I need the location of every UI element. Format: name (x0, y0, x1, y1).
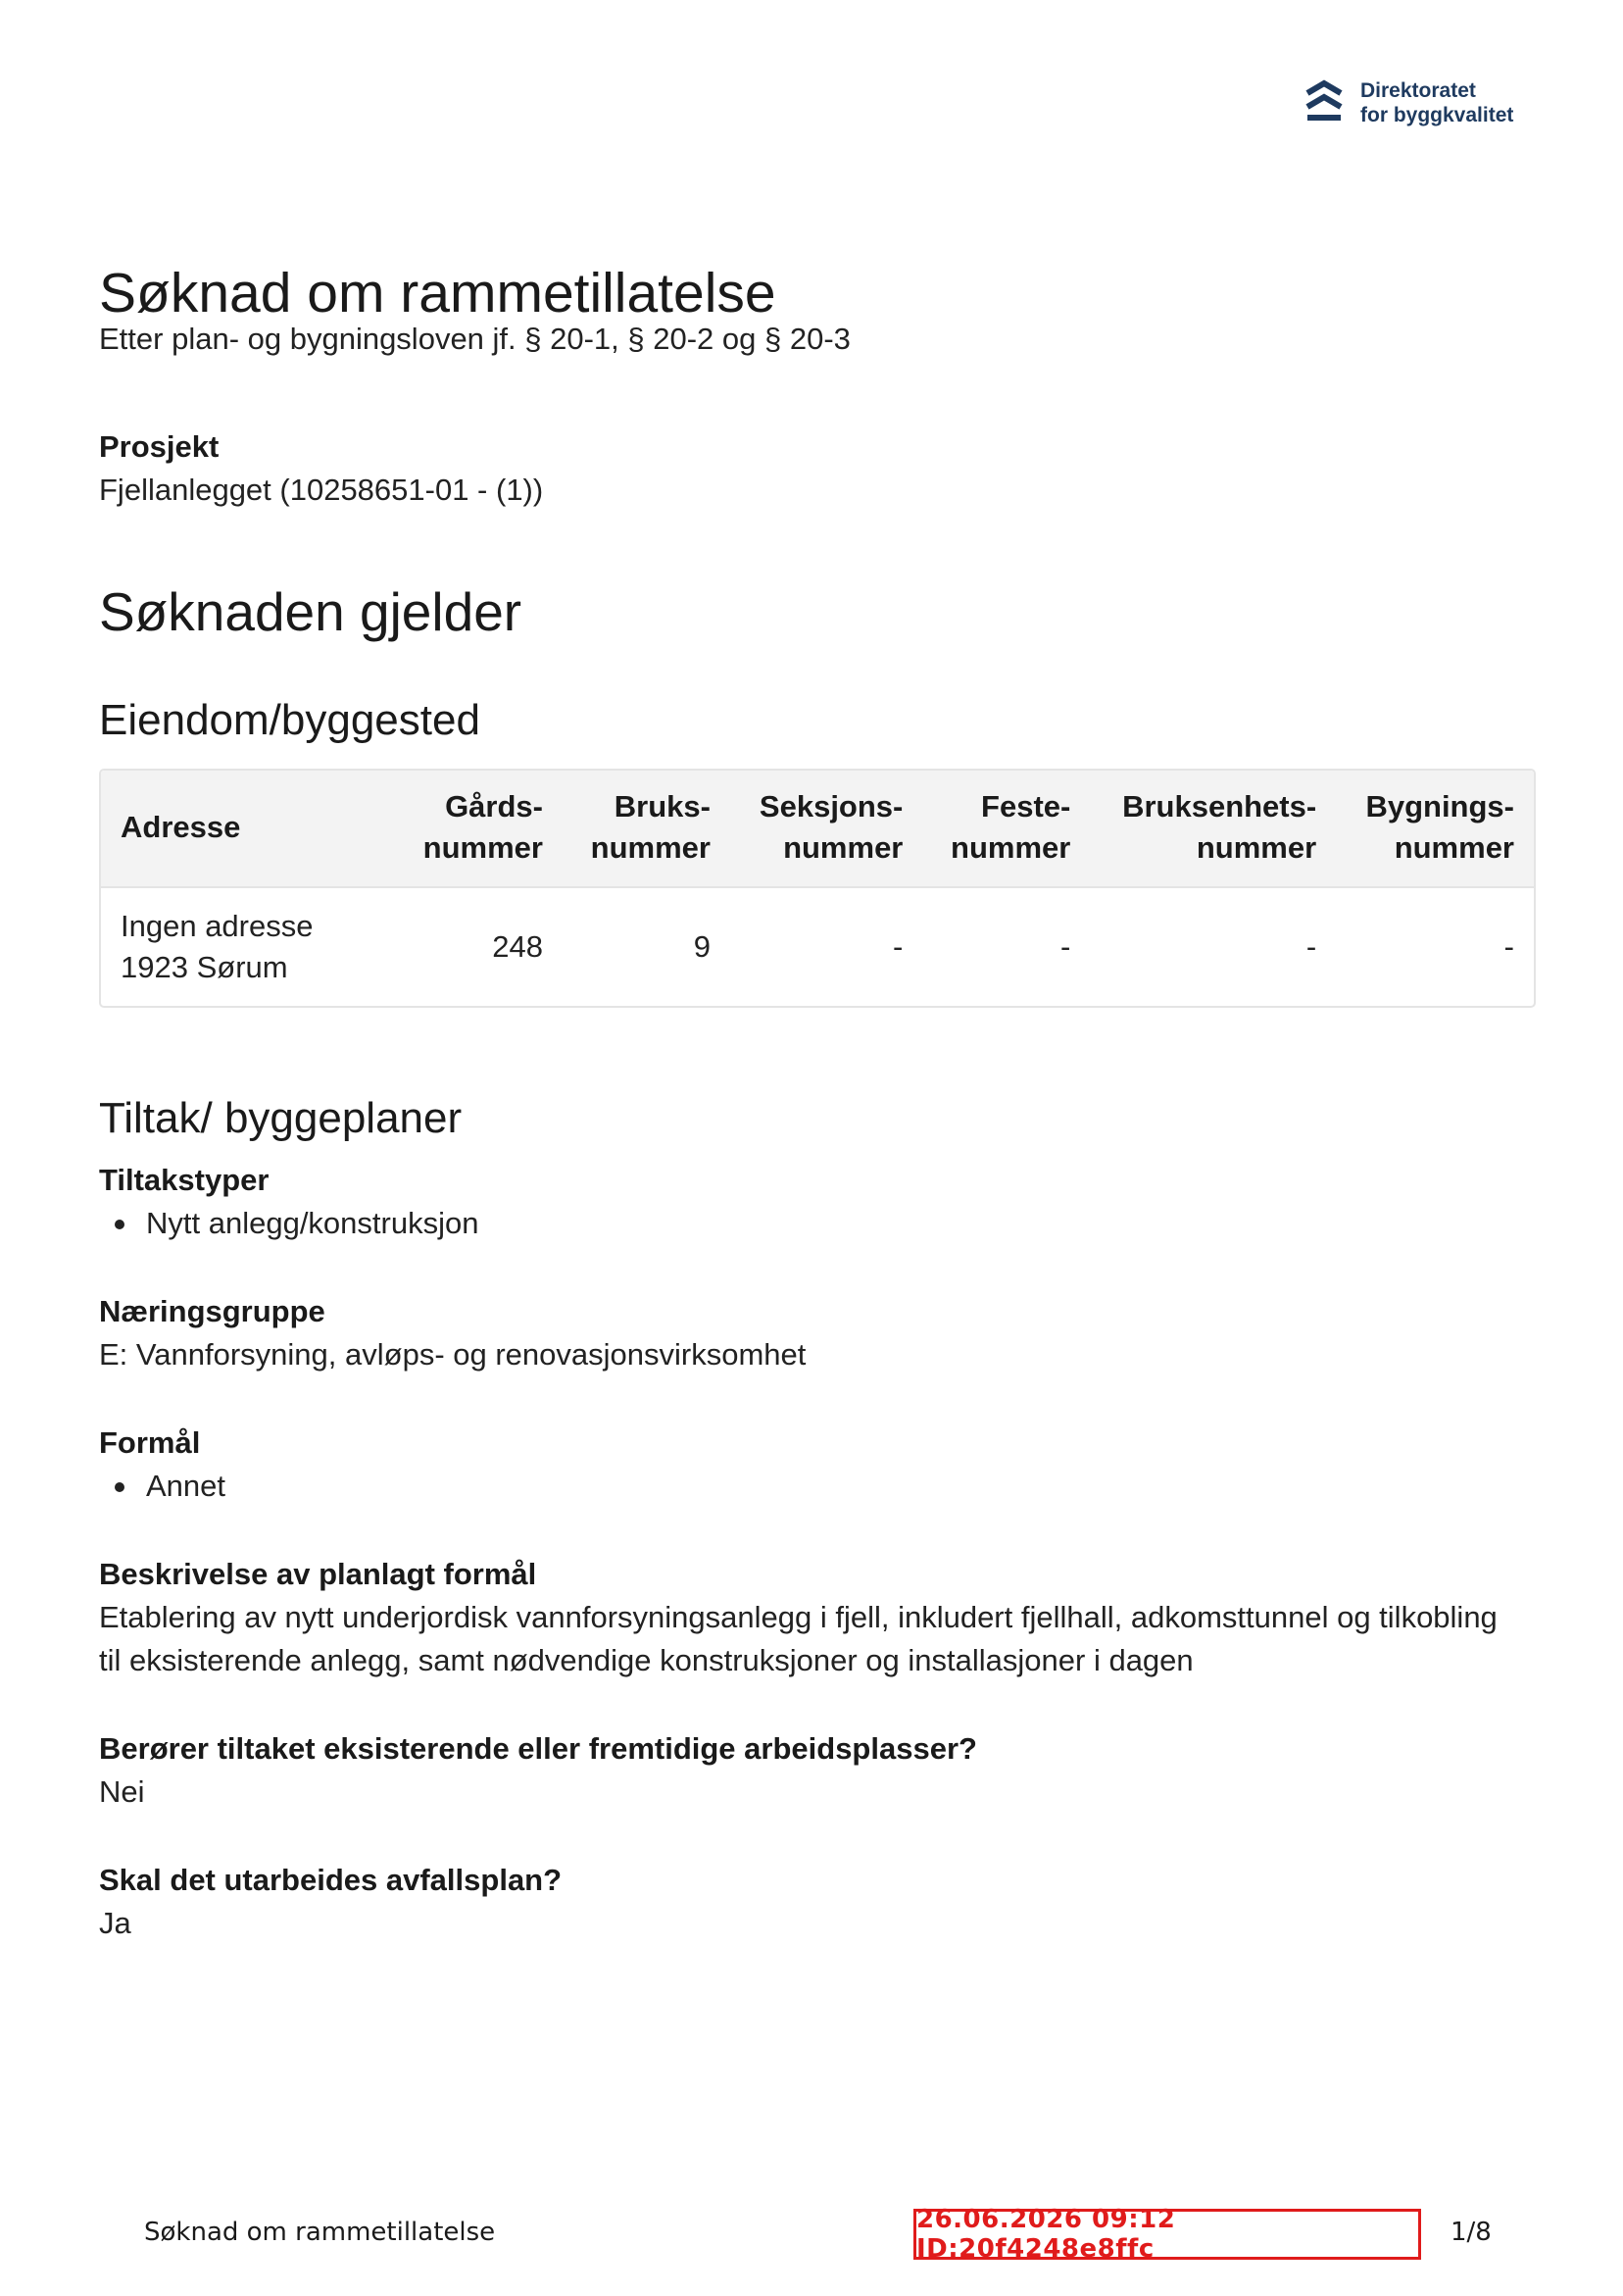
workplaces-value: Nei (99, 1774, 145, 1809)
logo-text (1360, 78, 1513, 127)
footer-title: Søknad om rammetillatelse (144, 2218, 496, 2247)
purpose-list (99, 1465, 1536, 1508)
logo (1303, 78, 1513, 127)
project-block (99, 425, 1536, 512)
industry-value: E: Vannforsyning, avløps- og renovasjonsvirksomhet (99, 1337, 807, 1372)
directorate-logo-icon (1303, 79, 1345, 126)
list-item: Annet (146, 1465, 1536, 1508)
types-label: Tiltakstyper (99, 1163, 270, 1197)
timestamp-id-stamp: 26.06.2026 09:12 ID:20f4248e8ffc (913, 2209, 1421, 2260)
description-block (99, 1553, 1536, 1682)
property-title: Eiendom/byggested (99, 696, 480, 744)
header-bruksenhet: Bruksenhets- nummer (1090, 771, 1336, 888)
waste-value: Ja (99, 1906, 131, 1940)
header-snr: Seksjons- nummer (730, 771, 922, 888)
property-table (99, 769, 1536, 1008)
measures-title: Tiltak/ byggeplaner (99, 1094, 463, 1142)
list-item: Nytt anlegg/konstruksjon (146, 1202, 1536, 1245)
document-title: Søknad om rammetillatelse (99, 262, 776, 324)
description-label: Beskrivelse av planlagt formål (99, 1557, 537, 1591)
document-subtitle: Etter plan- og bygningsloven jf. § 20-1, § 20-2 og § 20-3 (99, 322, 851, 356)
header-bnr: Bruks- nummer (563, 771, 730, 888)
description-value: Etablering av nytt underjordisk vannforsyningsanlegg i fjell, inkludert fjellhall, adkomsttunnel og tilkobling til eksisterende anlegg, samt nødvendige konstruksjoner og installasjoner i dagen (99, 1600, 1498, 1677)
cell-bnr: 9 (693, 929, 711, 964)
project-value: Fjellanlegget (10258651-01 - (1)) (99, 473, 544, 507)
purpose-block (99, 1422, 1536, 1508)
header-gnr: Gårds- nummer (395, 771, 563, 888)
table-row (101, 888, 1534, 1006)
cell-gnr: 248 (492, 929, 543, 964)
purpose-label: Formål (99, 1425, 201, 1460)
workplaces-block (99, 1727, 1536, 1814)
cell-address: Ingen adresse 1923 Sørum (121, 909, 314, 984)
header-fnr: Feste- nummer (922, 771, 1090, 888)
page-number: 1/8 (1451, 2218, 1492, 2247)
cell-fnr: - (1060, 929, 1071, 964)
types-list (99, 1202, 1536, 1245)
project-label: Prosjekt (99, 429, 220, 464)
cell-snr: - (893, 929, 904, 964)
document-body (99, 262, 1536, 1945)
logo-line-2: for byggkvalitet (1360, 104, 1514, 126)
industry-block (99, 1290, 1536, 1376)
types-block (99, 1159, 1536, 1245)
logo-line-1: Direktoratet (1360, 79, 1476, 102)
waste-label: Skal det utarbeides avfallsplan? (99, 1863, 563, 1897)
cell-bygning: - (1503, 929, 1514, 964)
section-title-applies: Søknaden gjelder (99, 581, 522, 642)
cell-bruksenhet: - (1305, 929, 1317, 964)
workplaces-label: Berører tiltaket eksisterende eller fremtidige arbeidsplasser? (99, 1731, 977, 1766)
header-bygning: Bygnings- nummer (1336, 771, 1534, 888)
header-address: Adresse (101, 771, 395, 888)
industry-label: Næringsgruppe (99, 1294, 325, 1328)
waste-block (99, 1859, 1536, 1945)
property-table-header (101, 771, 1534, 888)
